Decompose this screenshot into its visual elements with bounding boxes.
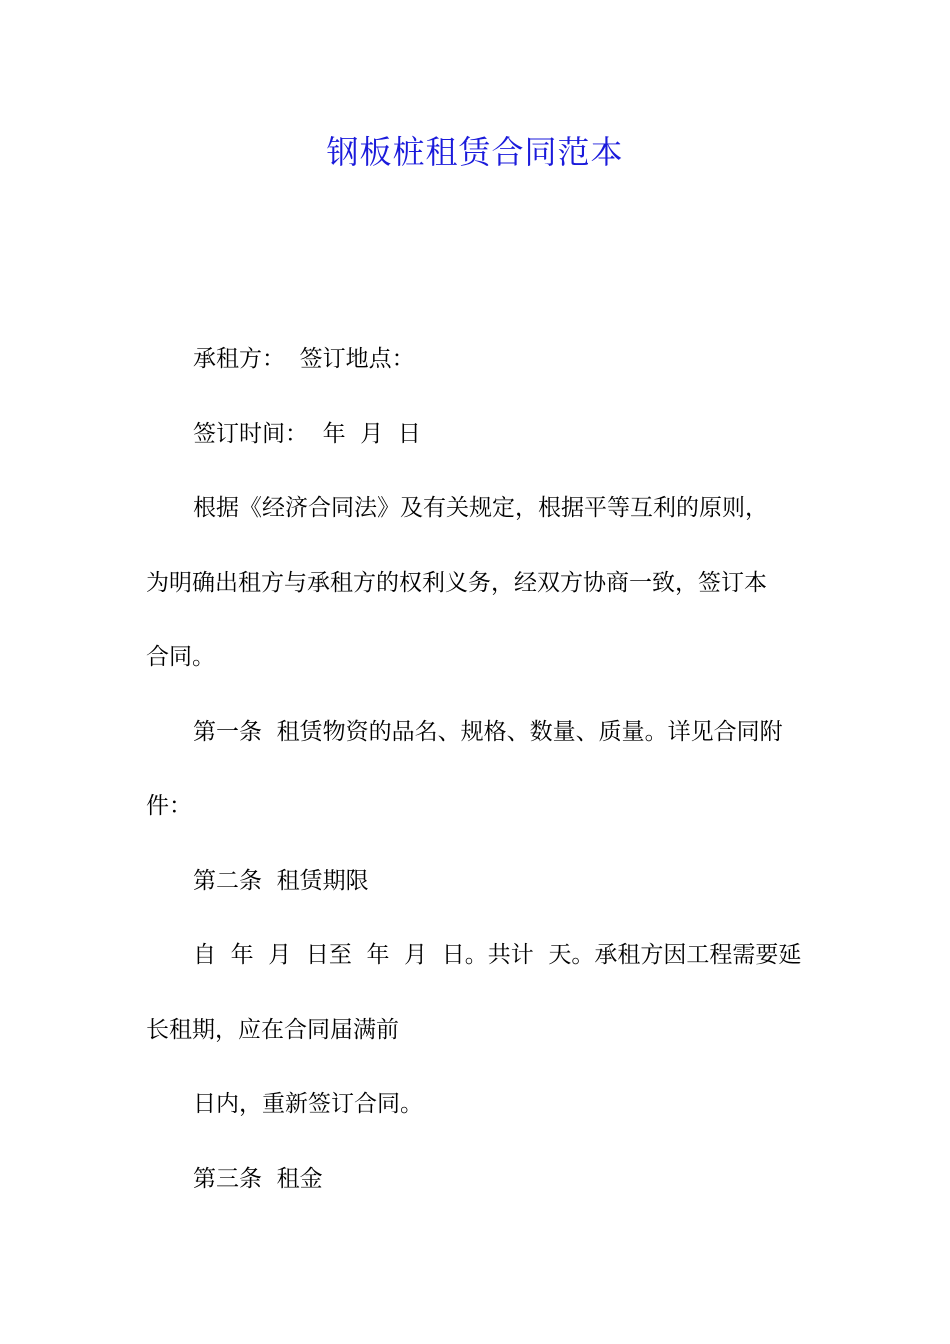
article-2-line-3: 日内，重新签订合同。	[193, 1091, 423, 1117]
article-2-line-2: 长租期，应在合同届满前	[146, 1016, 399, 1043]
article-1-line-2: 件：	[146, 793, 192, 819]
signing-date-line: 签订时间： 年 月 日	[193, 420, 421, 447]
article-2-line-1: 自 年 月 日至 年 月 日。共计 天。承租方因工程需要延	[193, 942, 802, 968]
article-3-heading: 第三条 租金	[193, 1165, 323, 1192]
document-body	[146, 334, 814, 1228]
article-1-line-1: 第一条 租赁物资的品名、规格、数量、质量。详见合同附	[193, 718, 783, 745]
article-2-heading: 第二条 租赁期限	[193, 867, 369, 894]
preamble-line-2: 为明确出租方与承租方的权利义务，经双方协商一致，签订本	[146, 569, 767, 596]
preamble-line-1: 根据《经济合同法》及有关规定，根据平等互利的原则，	[193, 495, 768, 521]
lessee-and-signing-place-line: 承租方： 签订地点：	[193, 346, 415, 372]
preamble-line-3: 合同。	[146, 644, 215, 670]
document-title: 钢板桩租赁合同范本	[326, 133, 624, 171]
